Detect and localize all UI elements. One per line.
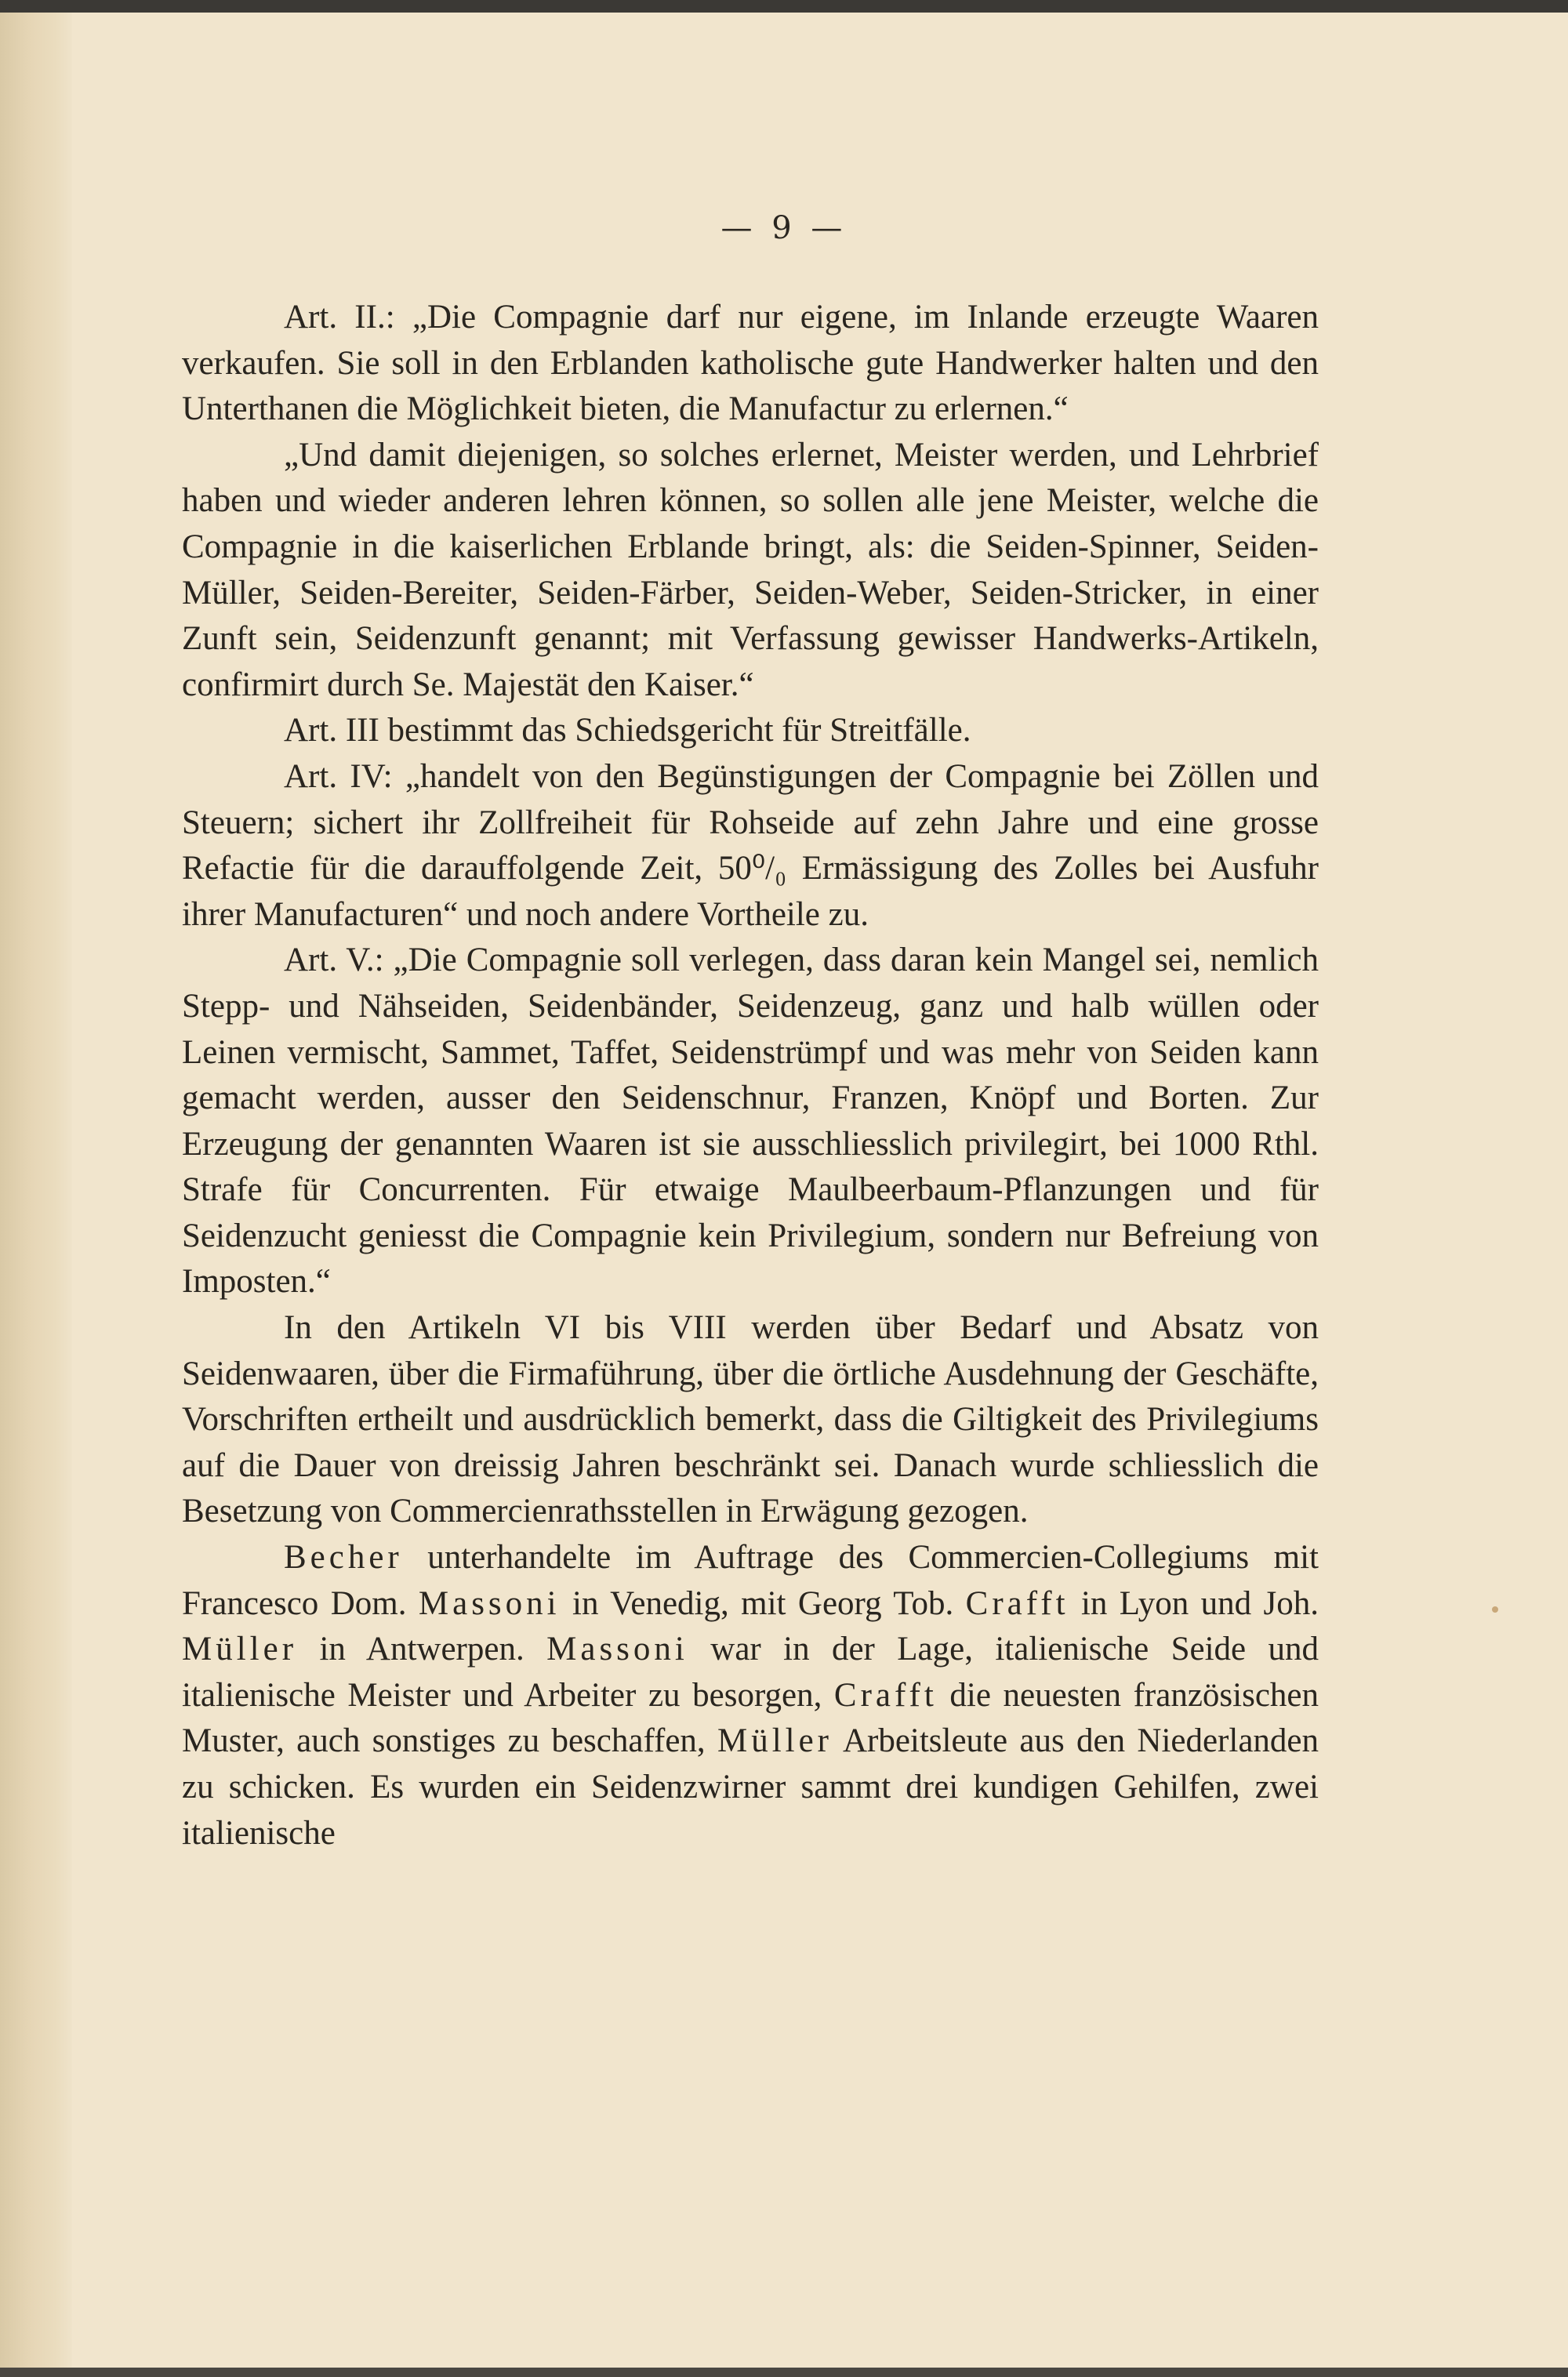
name-mueller: Müller [717, 1722, 833, 1760]
scan-top-border [0, 0, 1568, 13]
name-mueller: Müller [182, 1631, 298, 1668]
paragraph-art-6-8: In den Artikeln VI bis VIII werden über Bedarf und Absatz von Seidenwaaren, über die Firmaführung, über die örtliche Ausdehnung der Geschäfte, Vorschriften ertheilt und ausdrücklich bemerkt, dass die Giltigkeit des Privilegiums auf die Dauer von dreissig Jahren beschränkt sei. Danach wurde schliesslich die Besetzung von Commercienrathsstellen in Erwägung gezogen. [182, 1309, 1319, 1530]
name-massoni: Massoni [546, 1631, 688, 1668]
text-run: die neuesten französischen Muster, auch sonstiges zu beschaffen, [182, 1676, 1319, 1760]
body-text [182, 295, 1319, 1856]
paragraph-art-4: Art. IV: „handelt von den Begünstigungen der Compagnie bei Zöllen und Steuern; sichert ihr Zollfreiheit für Rohseide auf zehn Jahre und eine grosse Refactie für die darauffolgende Zeit, 50⁰/₀ Ermässigung des Zolles bei Ausfuhr ihrer Manufacturen“ und noch andere Vortheile zu. [182, 757, 1319, 933]
paragraph-art-3: Art. III bestimmt das Schiedsgericht für Streitfälle. [284, 712, 971, 749]
paragraph-art-2: Art. II.: „Die Compagnie darf nur eigene, im Inlande erzeugte Waaren verkaufen. Sie soll in den Erblanden katholische gute Handwerker halten und den Unterthanen die Möglichkeit bieten, die Manufactur zu erlernen.“ [182, 299, 1319, 428]
name-crafft: Crafft [833, 1676, 938, 1714]
name-becher: Becher [284, 1539, 403, 1577]
text-run: unterhandelte im Auftrage des Commercien-Collegiums mit Francesco Dom. [182, 1539, 1319, 1622]
paper-speck [1492, 1606, 1498, 1613]
text-run: in Venedig, mit Georg Tob. [560, 1584, 966, 1622]
scan-bottom-border [0, 2368, 1568, 2377]
paragraph-becher [182, 1535, 1319, 1856]
book-gutter [0, 13, 72, 2368]
name-massoni: Massoni [418, 1584, 561, 1622]
text-run: in Lyon und Joh. [1069, 1584, 1319, 1622]
text-run: in Antwerpen. [297, 1631, 547, 1668]
paragraph-art-5: Art. V.: „Die Compagnie soll verlegen, dass daran kein Mangel sei, nemlich Stepp- und Nähseiden, Seidenbänder, Seidenzeug, ganz und halb wüllen oder Leinen vermischt, Sammet, Taffet, Seidenstrümpf und was mehr von Seiden kann gemacht werden, ausser den Seidenschnur, Franzen, Knöpf und Borten. Zur Erzeugung der genannten Waaren ist sie ausschliesslich privilegirt, bei 1000 Rthl. Strafe für Concurrenten. Für etwaige Maulbeerbaum-Pflanzungen und für Seidenzucht geniesst die Compagnie kein Privilegium, sondern nur Befreiung von Imposten.“ [182, 942, 1319, 1301]
name-crafft: Crafft [965, 1584, 1069, 1622]
text-run: Arbeitsleute aus den Niederlanden zu schicken. Es wurden ein Seidenzwirner sammt drei kundigen Gehilfen, zwei italienische [182, 1722, 1319, 1852]
paragraph-zunft-quote: „Und damit diejenigen, so solches erlernet, Meister werden, und Lehrbrief haben und wieder anderen lehren können, so sollen alle jene Meister, welche die Compagnie in die kaiserlichen Erblande bringt, als: die Seiden-Spinner, Seiden-Müller, Seiden-Bereiter, Seiden-Färber, Seiden-Weber, Seiden-Stricker, in einer Zunft sein, Seidenzunft genannt; mit Verfassung gewisser Handwerks-Artikeln, confirmirt durch Se. Majestät den Kaiser.“ [182, 436, 1319, 703]
text-run: war in der Lage, italienische Seide und italienische Meister und Arbeiter zu besorgen, [182, 1631, 1319, 1714]
page-number: — 9 — [720, 210, 848, 246]
